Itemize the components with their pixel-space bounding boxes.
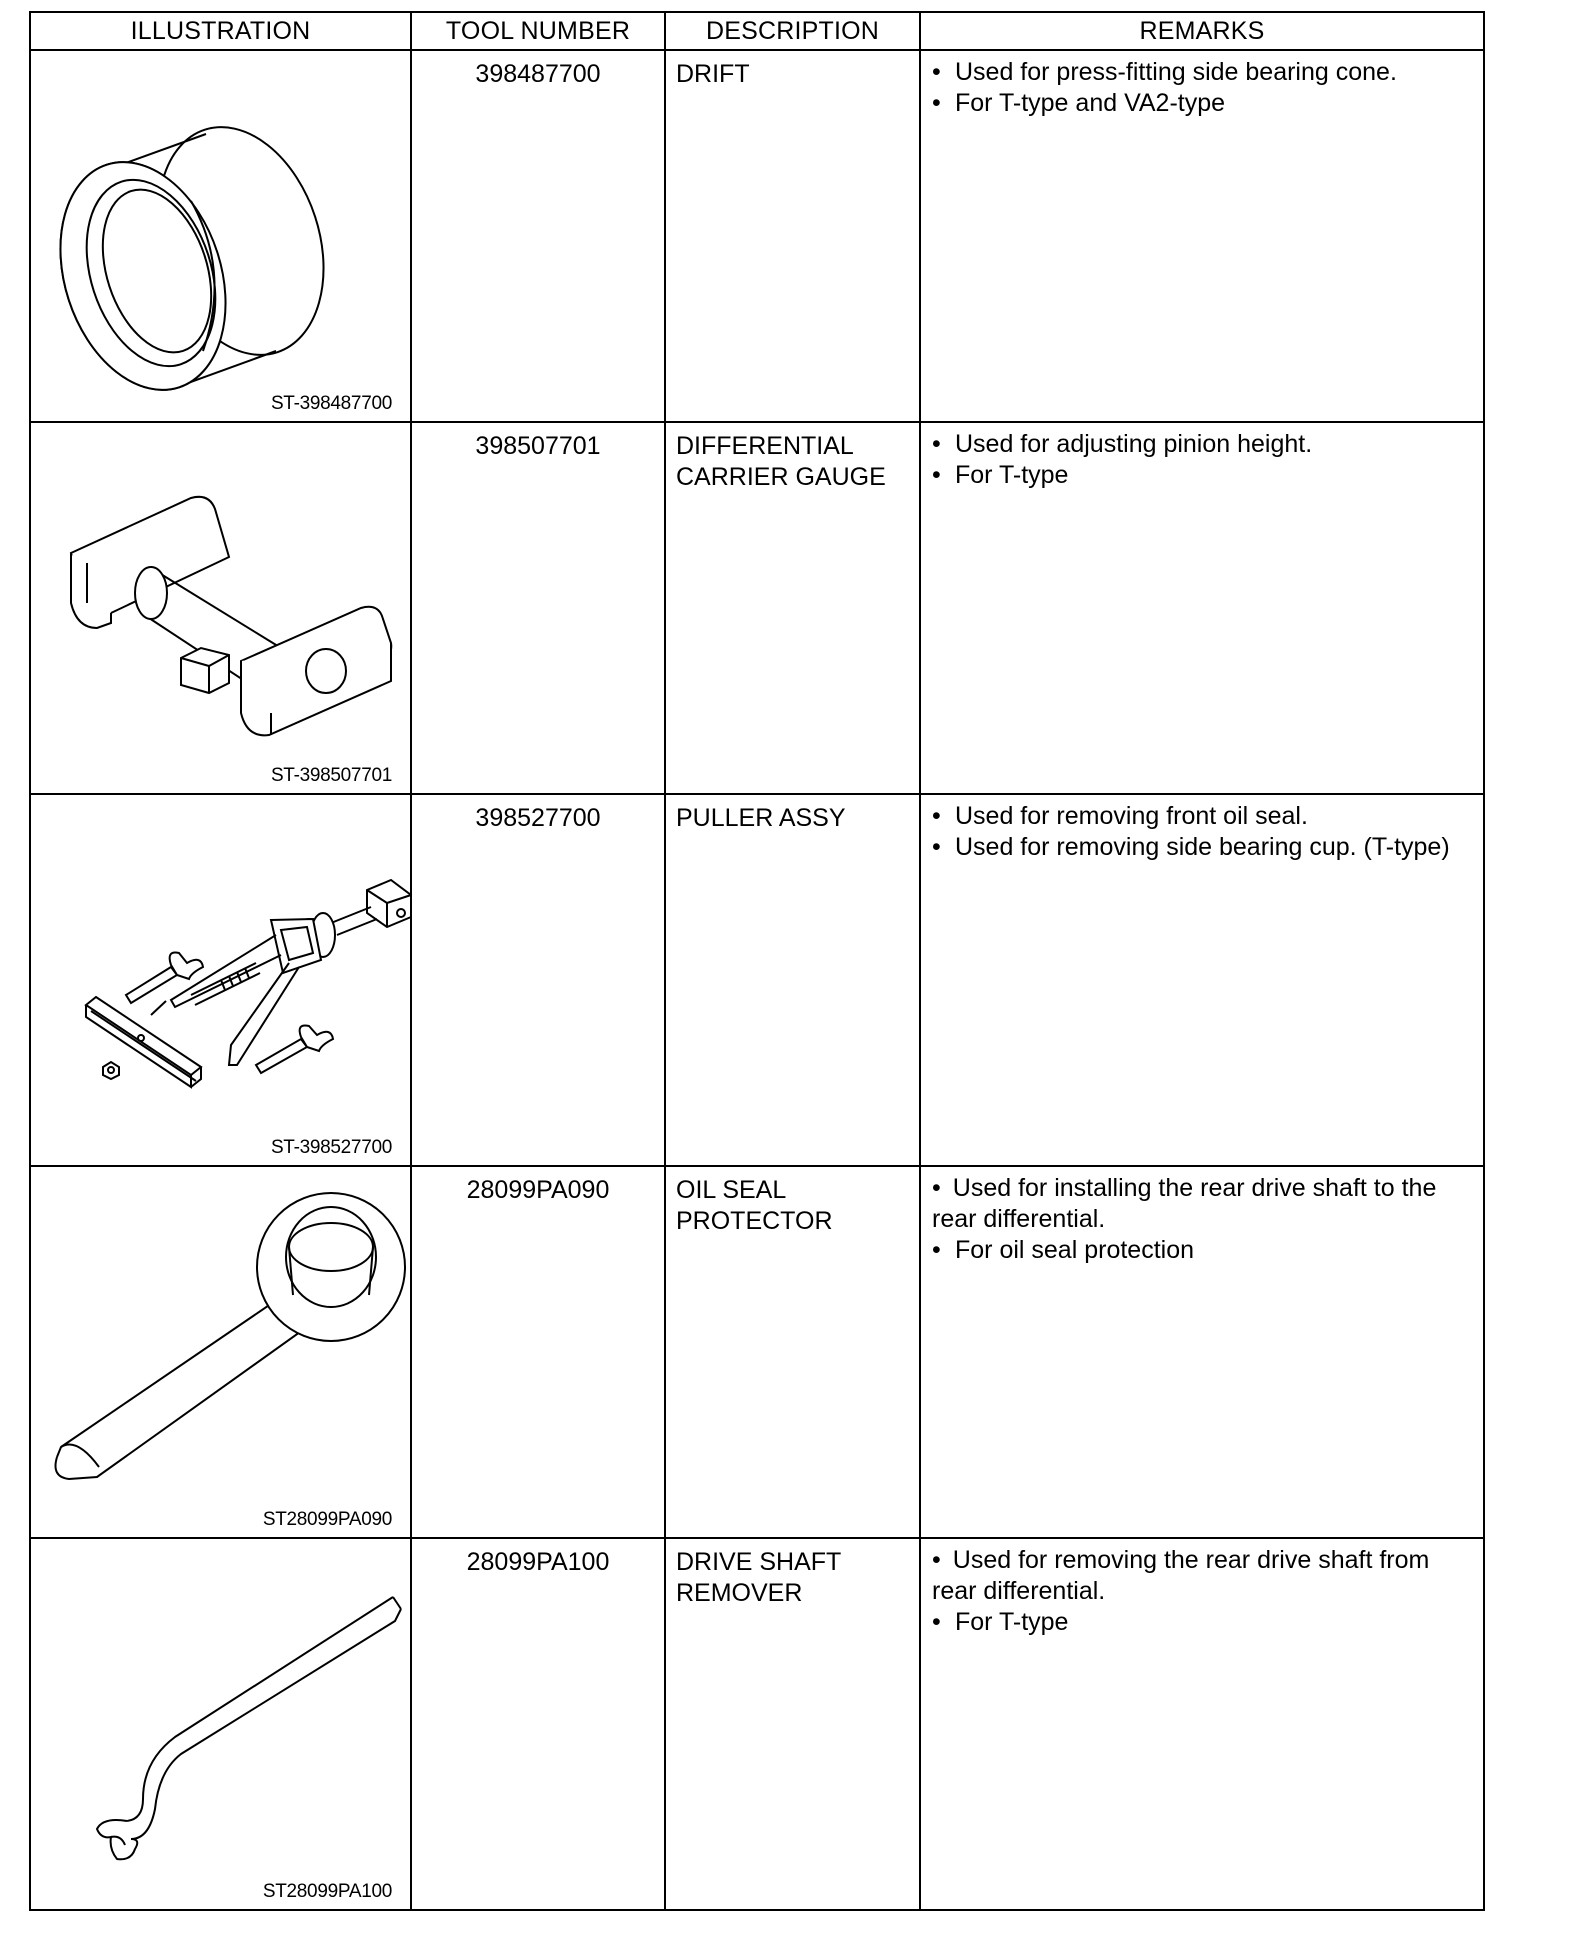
differential-carrier-gauge-icon <box>31 423 412 793</box>
illustration-code: ST-398527700 <box>270 1137 392 1158</box>
description: OIL SEAL PROTECTOR <box>676 1176 833 1235</box>
tool-number-cell <box>411 1538 665 1910</box>
remarks-cell <box>920 794 1484 1166</box>
remark-item: • For T-type <box>932 460 1475 491</box>
header-description: DESCRIPTION <box>665 12 920 50</box>
puller-assy-icon <box>31 795 412 1165</box>
description-cell <box>665 50 920 422</box>
illustration-code: ST28099PA100 <box>262 1881 392 1902</box>
remark-item: • Used for installing the rear drive shaft to the rear differential. <box>932 1173 1475 1235</box>
illustration-code: ST28099PA090 <box>262 1509 392 1530</box>
description: DRIVE SHAFT REMOVER <box>676 1548 842 1607</box>
description: PULLER ASSY <box>676 804 846 832</box>
remark-item: • Used for removing side bearing cup. (T-type) <box>932 832 1475 863</box>
illustration-code: ST-398507701 <box>270 765 392 786</box>
illustration-cell <box>30 1538 411 1910</box>
illustration-cell <box>30 422 411 794</box>
remarks-cell <box>920 50 1484 422</box>
header-tool-number: TOOL NUMBER <box>411 12 665 50</box>
header-row <box>30 12 1484 50</box>
oil-seal-protector-icon <box>31 1167 412 1537</box>
table-row <box>30 1166 1484 1538</box>
remarks-cell <box>920 422 1484 794</box>
header-illustration: ILLUSTRATION <box>30 12 411 50</box>
remarks-cell <box>920 1166 1484 1538</box>
tool-number-cell <box>411 422 665 794</box>
tool-number-cell <box>411 794 665 1166</box>
drive-shaft-remover-icon <box>31 1539 412 1909</box>
tool-number: 28099PA090 <box>466 1176 610 1204</box>
tool-number: 398527700 <box>475 804 601 832</box>
tool-number-cell <box>411 1166 665 1538</box>
remark-item: • Used for removing the rear drive shaft from rear differential. <box>932 1545 1475 1607</box>
tool-number: 398487700 <box>475 60 601 88</box>
table-row <box>30 422 1484 794</box>
tool-number: 398507701 <box>475 432 601 460</box>
tool-number: 28099PA100 <box>466 1548 610 1576</box>
description-cell <box>665 1538 920 1910</box>
tool-number-cell <box>411 50 665 422</box>
remarks-cell <box>920 1538 1484 1910</box>
table-row <box>30 1538 1484 1910</box>
table-row <box>30 50 1484 422</box>
drift-icon <box>31 51 412 421</box>
illustration-code: ST-398487700 <box>270 393 392 414</box>
remark-item: • For T-type <box>932 1607 1475 1638</box>
illustration-cell <box>30 1166 411 1538</box>
illustration-cell <box>30 50 411 422</box>
remark-item: • For oil seal protection <box>932 1235 1475 1266</box>
special-tools-table <box>29 11 1485 1911</box>
description-cell <box>665 422 920 794</box>
remark-item: • Used for adjusting pinion height. <box>932 429 1475 460</box>
header-remarks: REMARKS <box>920 12 1484 50</box>
description: DIFFERENTIAL CARRIER GAUGE <box>676 432 886 491</box>
remark-item: • Used for press-fitting side bearing cone. <box>932 57 1475 88</box>
description: DRIFT <box>676 60 750 88</box>
remark-item: • Used for removing front oil seal. <box>932 801 1475 832</box>
table-row <box>30 794 1484 1166</box>
remark-item: • For T-type and VA2-type <box>932 88 1475 119</box>
description-cell <box>665 1166 920 1538</box>
description-cell <box>665 794 920 1166</box>
illustration-cell <box>30 794 411 1166</box>
